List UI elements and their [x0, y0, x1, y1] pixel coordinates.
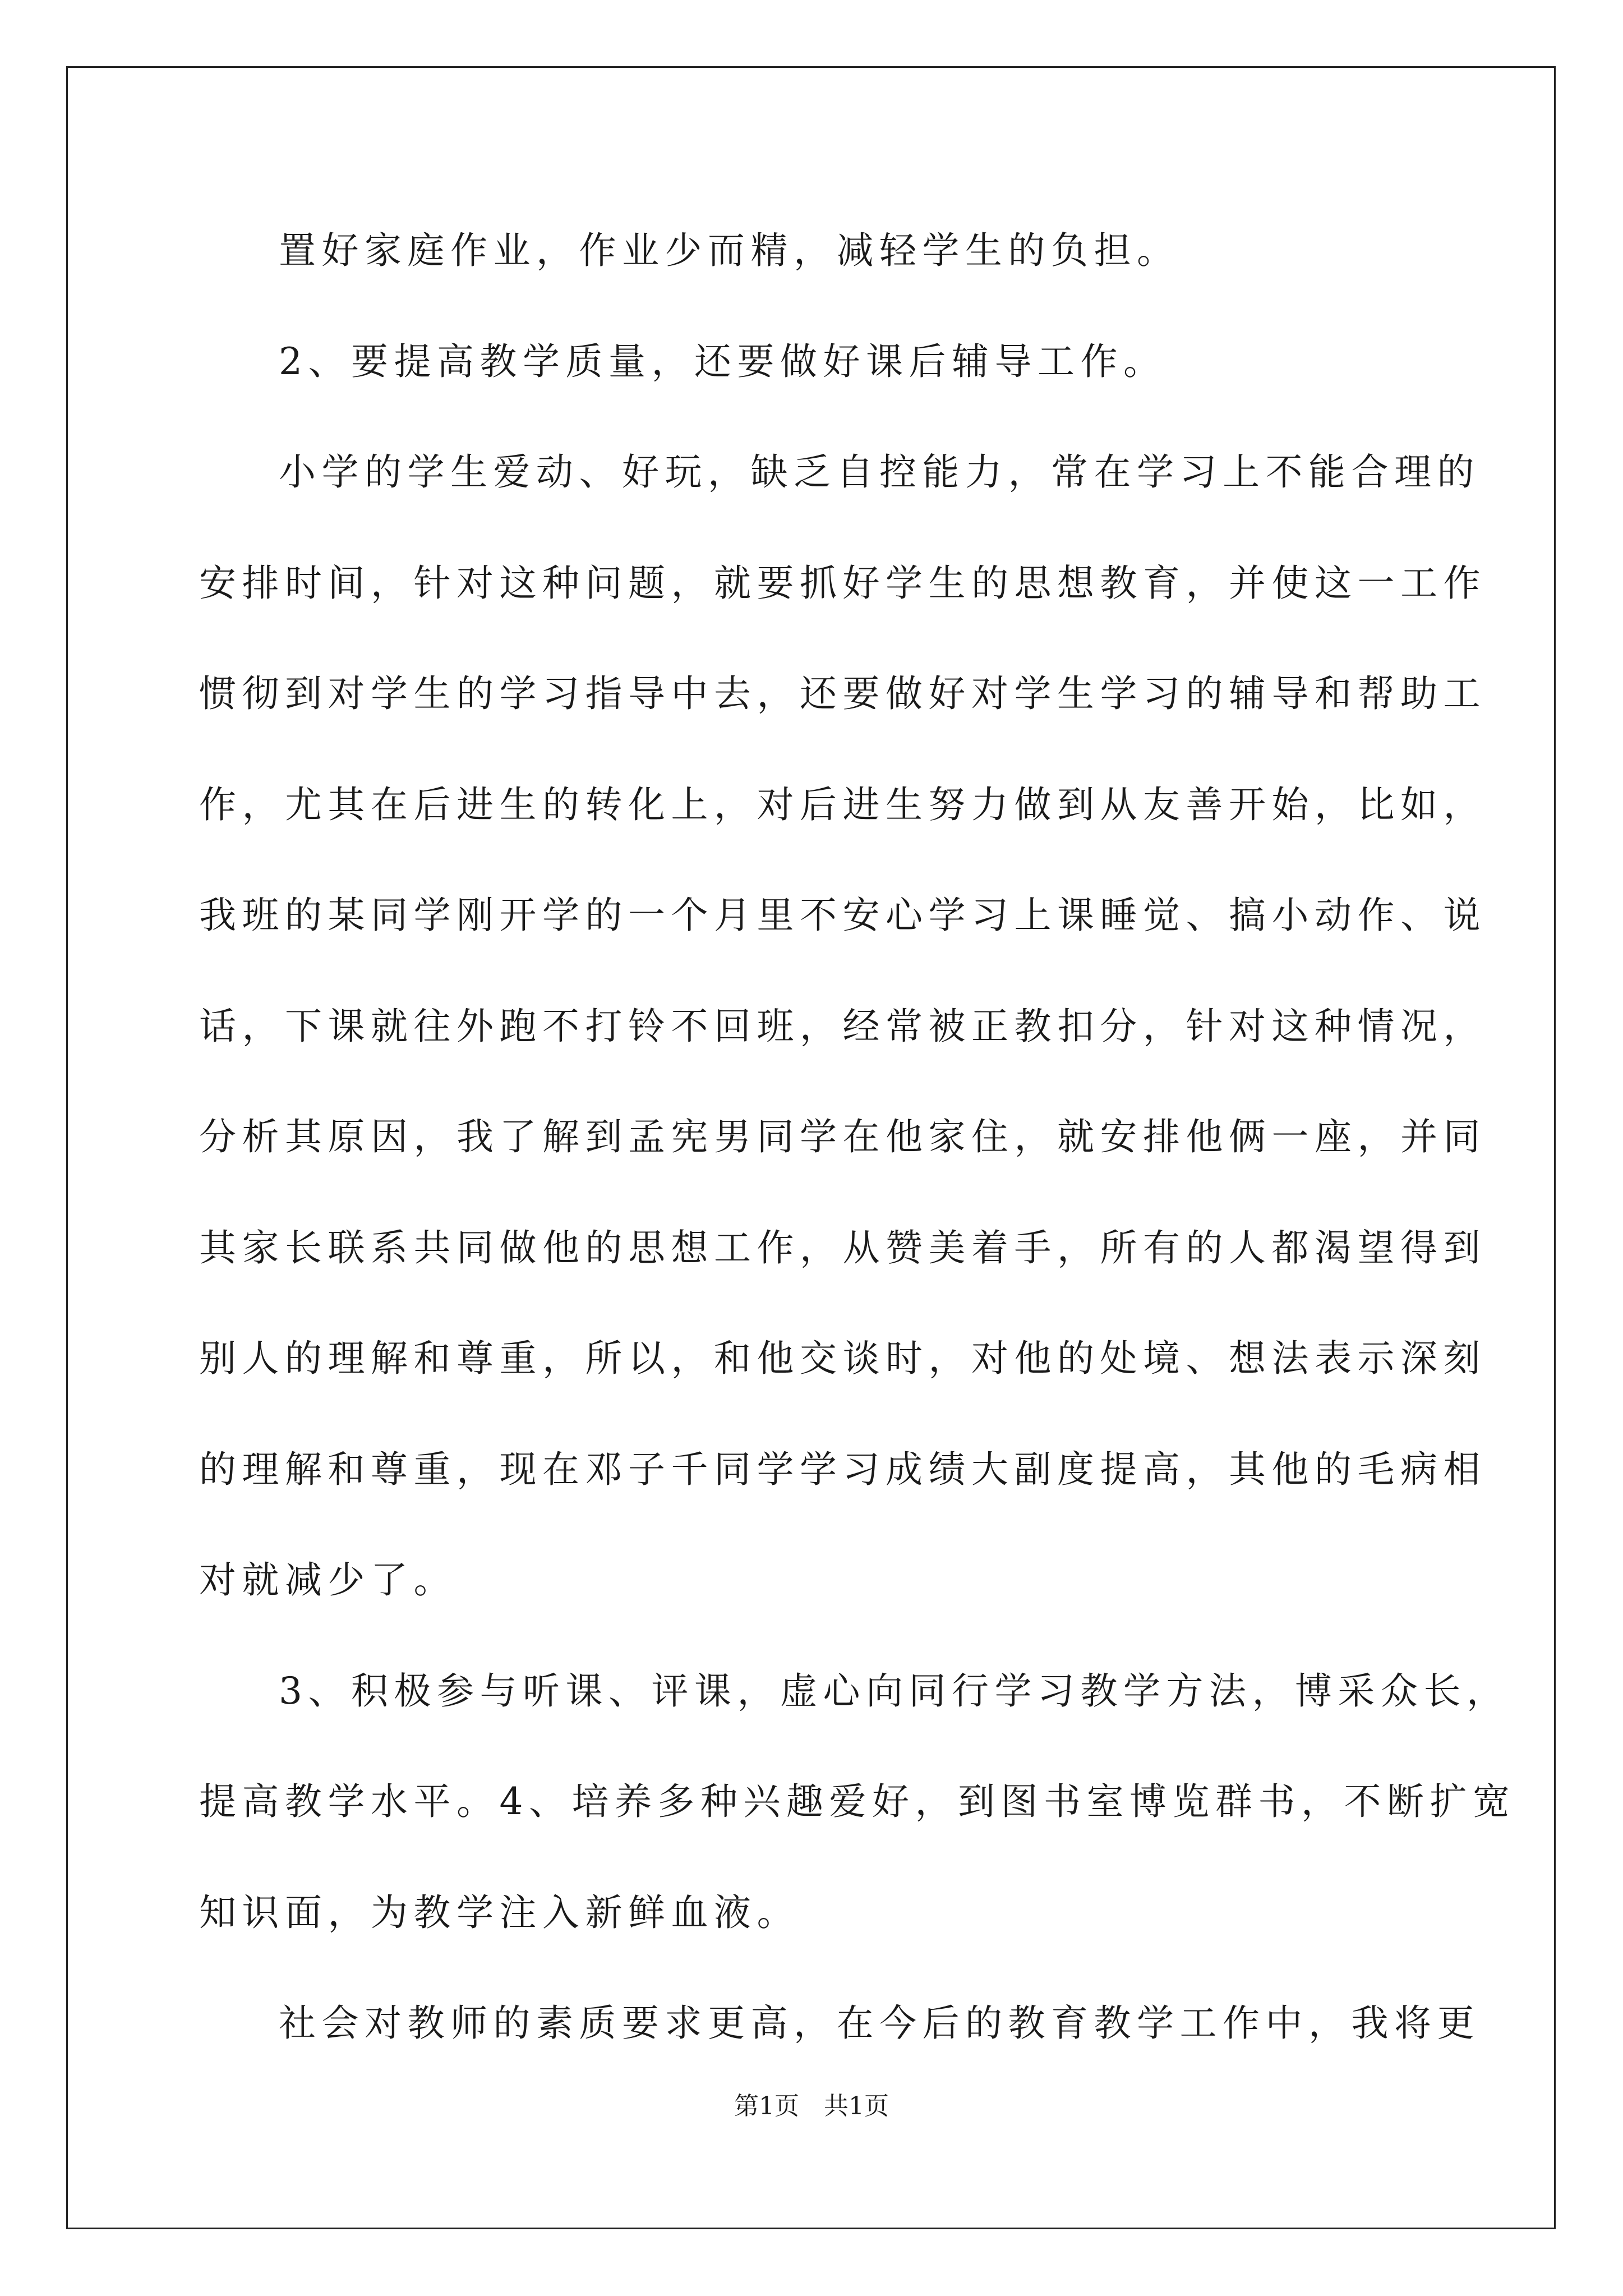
text-line: 作，尤其在后进生的转化上，对后进生努力做到从友善开始，比如，: [199, 783, 1486, 826]
text-line: 安排时间，针对这种问题，就要抓好学生的思想教育，并使这一工作: [199, 561, 1486, 605]
text-line: 小学的学生爱动、好玩，缺乏自控能力，常在学习上不能合理的: [279, 450, 1480, 494]
text-line: 分析其原因，我了解到孟宪男同学在他家住，就安排他俩一座，并同: [199, 1115, 1486, 1158]
text-line: 别人的理解和尊重，所以，和他交谈时，对他的处境、想法表示深刻: [199, 1337, 1486, 1380]
document-body: [199, 220, 1516, 2104]
text-line: 置好家庭作业，作业少而精，减轻学生的负担。: [279, 229, 1180, 272]
text-line: 话，下课就往外跑不打铃不回班，经常被正教扣分，针对这种情况，: [199, 1004, 1486, 1048]
text-line: 知识面，为教学注入新鲜血液。: [199, 1890, 800, 1934]
page-number-label: 第1页 共1页: [734, 2092, 889, 2120]
page-footer: [0, 2090, 1623, 2123]
text-line: 社会对教师的素质要求更高，在今后的教育教学工作中，我将更: [279, 2001, 1480, 2045]
text-line: 其家长联系共同做他的思想工作，从赞美着手，所有的人都渴望得到: [199, 1226, 1486, 1269]
text-line: 惯彻到对学生的学习指导中去，还要做好对学生学习的辅导和帮助工: [199, 672, 1486, 715]
text-line: 我班的某同学刚开学的一个月里不安心学习上课睡觉、搞小动作、说: [199, 894, 1486, 937]
text-line: 2、要提高教学质量，还要做好课后辅导工作。: [279, 339, 1166, 383]
text-line: 的理解和尊重，现在邓子千同学学习成绩大副度提高，其他的毛病相: [199, 1447, 1486, 1491]
text-line: 对就减少了。: [199, 1558, 457, 1602]
text-line: 3、积极参与听课、评课，虚心向同行学习教学方法，博采众长，: [279, 1669, 1510, 1713]
text-line: 提高教学水平。4、培养多种兴趣爱好，到图书室博览群书，不断扩宽: [199, 1780, 1516, 1823]
